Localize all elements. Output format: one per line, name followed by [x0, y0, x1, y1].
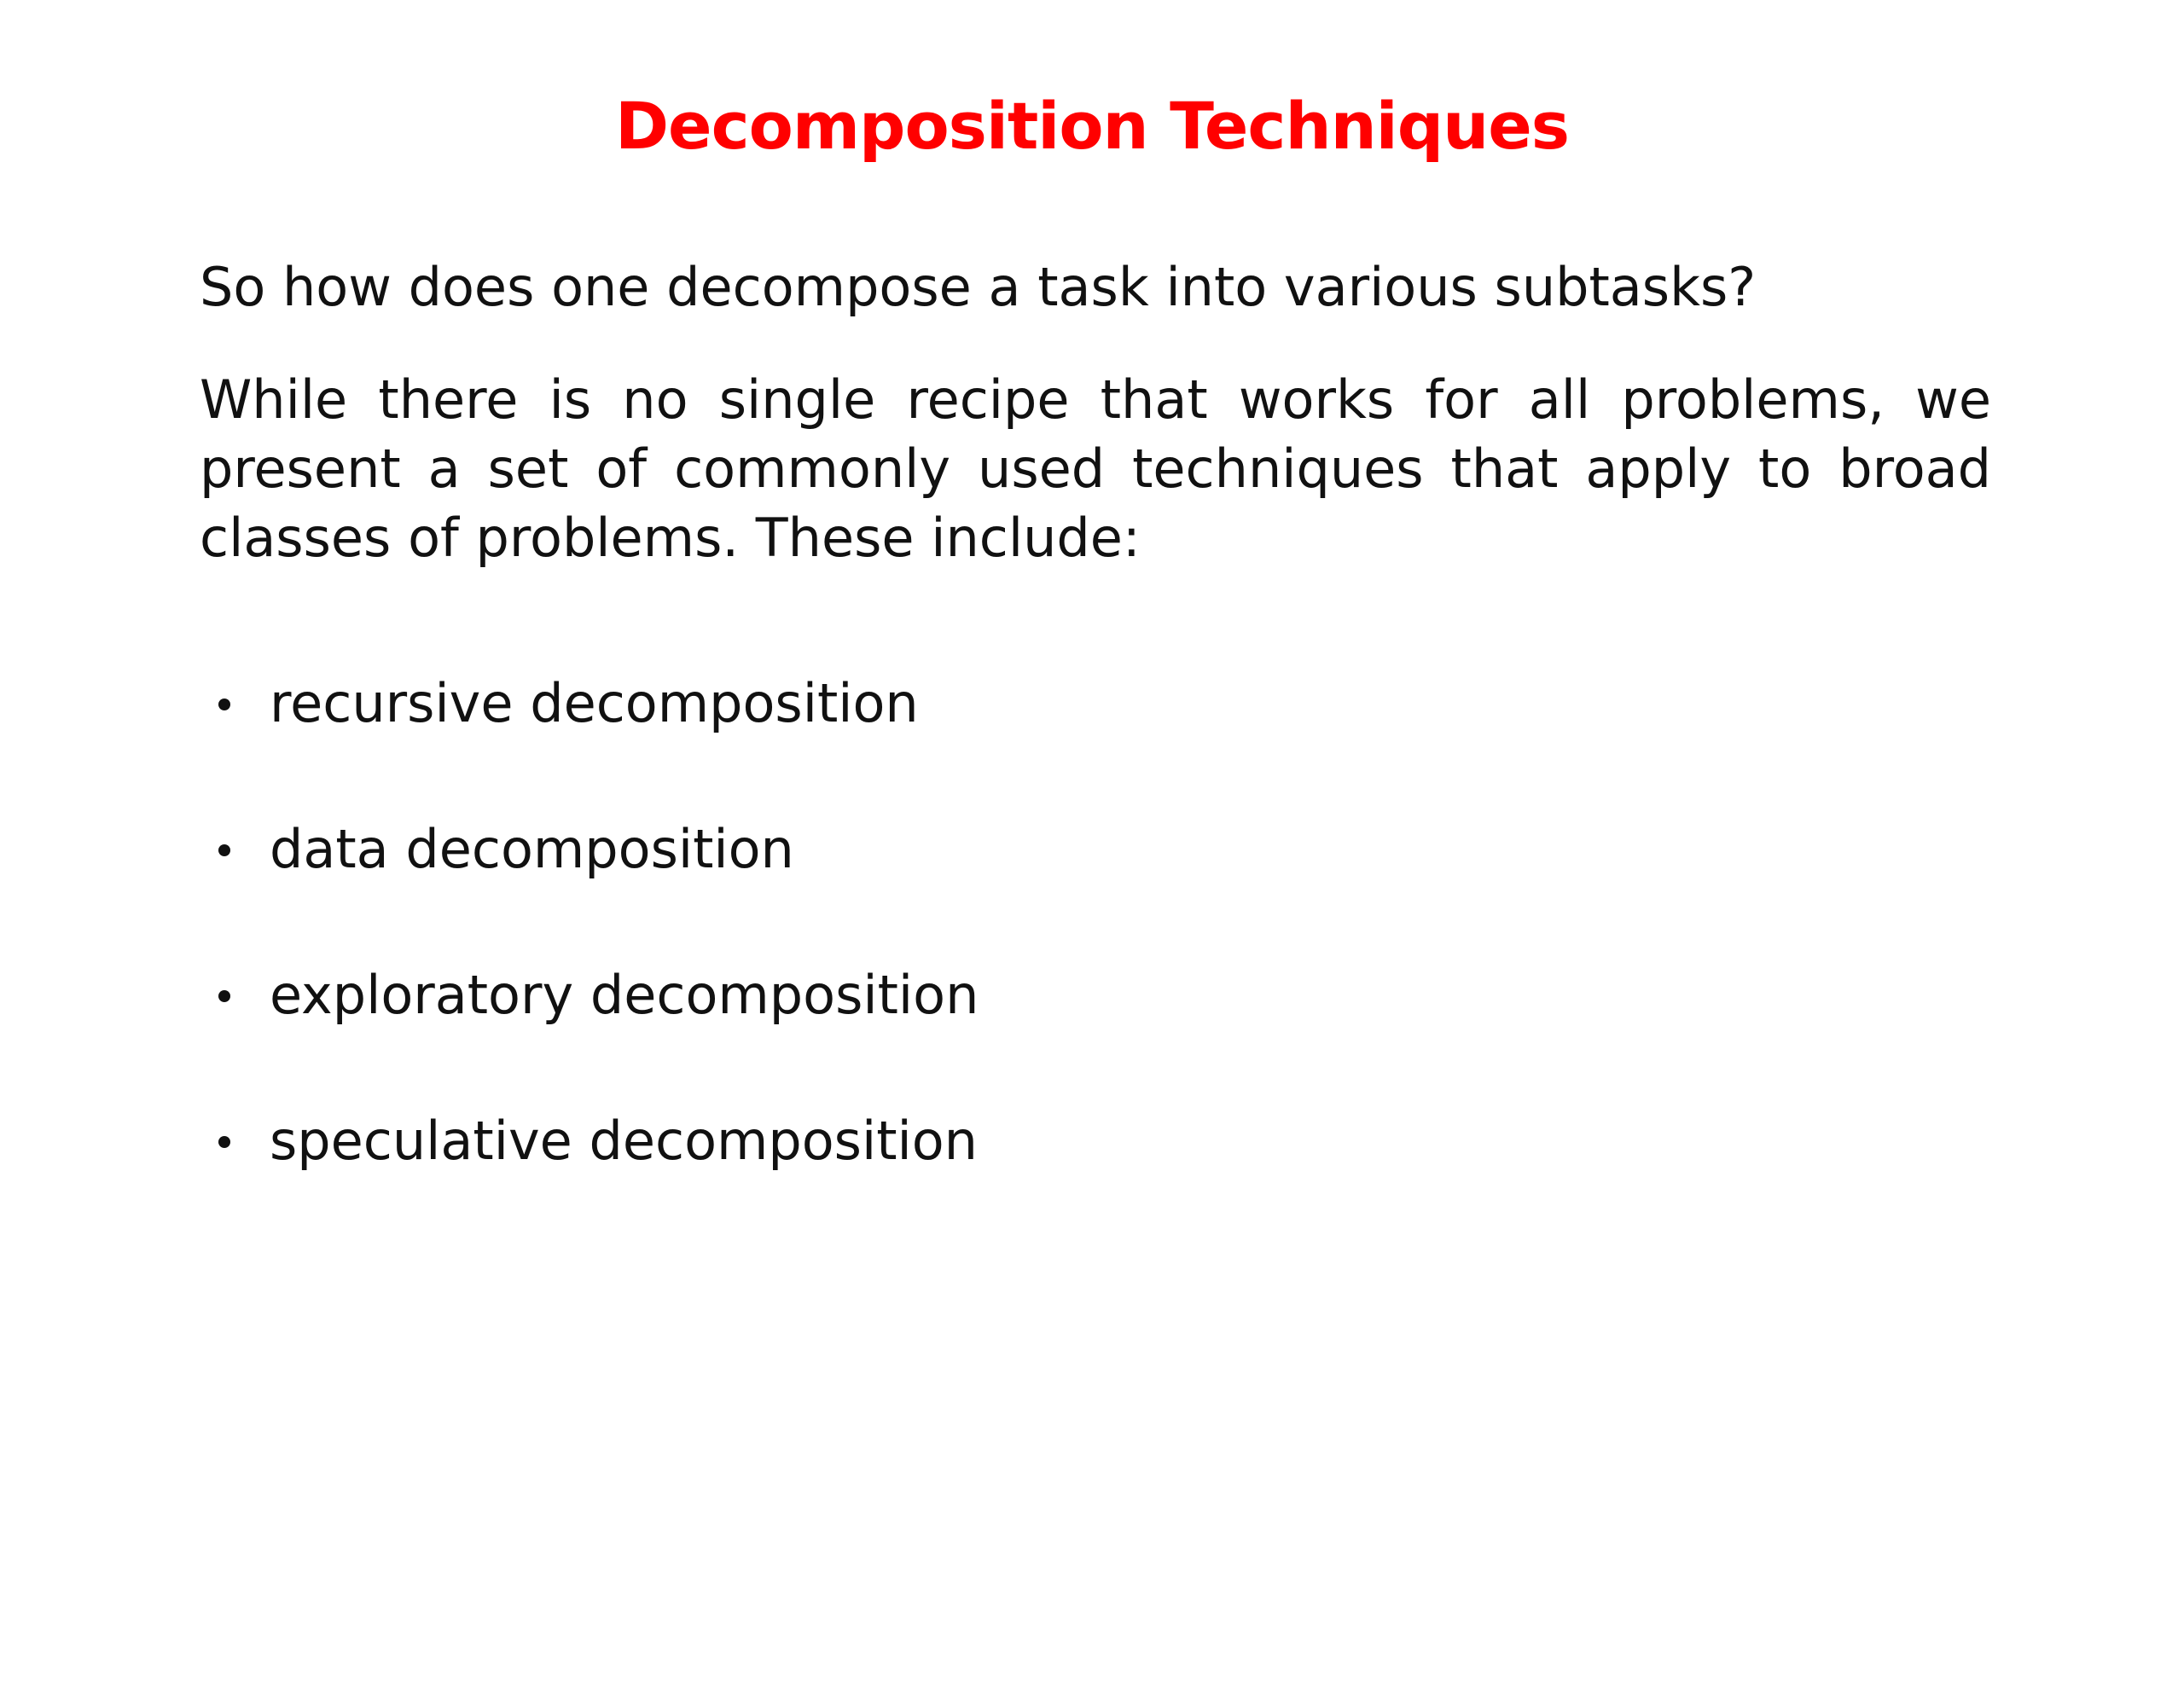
list-item-label: speculative decomposition: [270, 1110, 978, 1172]
list-item-label: recursive decomposition: [270, 672, 919, 734]
bullet-icon: [218, 699, 230, 710]
list-item-label: exploratory decomposition: [270, 964, 979, 1026]
bullet-icon: [218, 844, 230, 856]
list-item: [200, 661, 979, 807]
technique-list: [200, 661, 979, 1244]
list-item: [200, 1099, 979, 1244]
bullet-icon: [218, 1136, 230, 1148]
list-item: [200, 807, 979, 953]
intro-paragraph: While there is no single recipe that works for all problems, we present a set of commonly used techniques that apply to broad classes of problems. These include:: [200, 368, 1991, 569]
slide-title: Decomposition Techniques: [614, 88, 1570, 164]
question-text: So how does one decompose a task into various subtasks?: [200, 256, 1757, 318]
list-item: [200, 953, 979, 1099]
list-item-label: data decomposition: [270, 818, 794, 880]
bullet-icon: [218, 990, 230, 1002]
